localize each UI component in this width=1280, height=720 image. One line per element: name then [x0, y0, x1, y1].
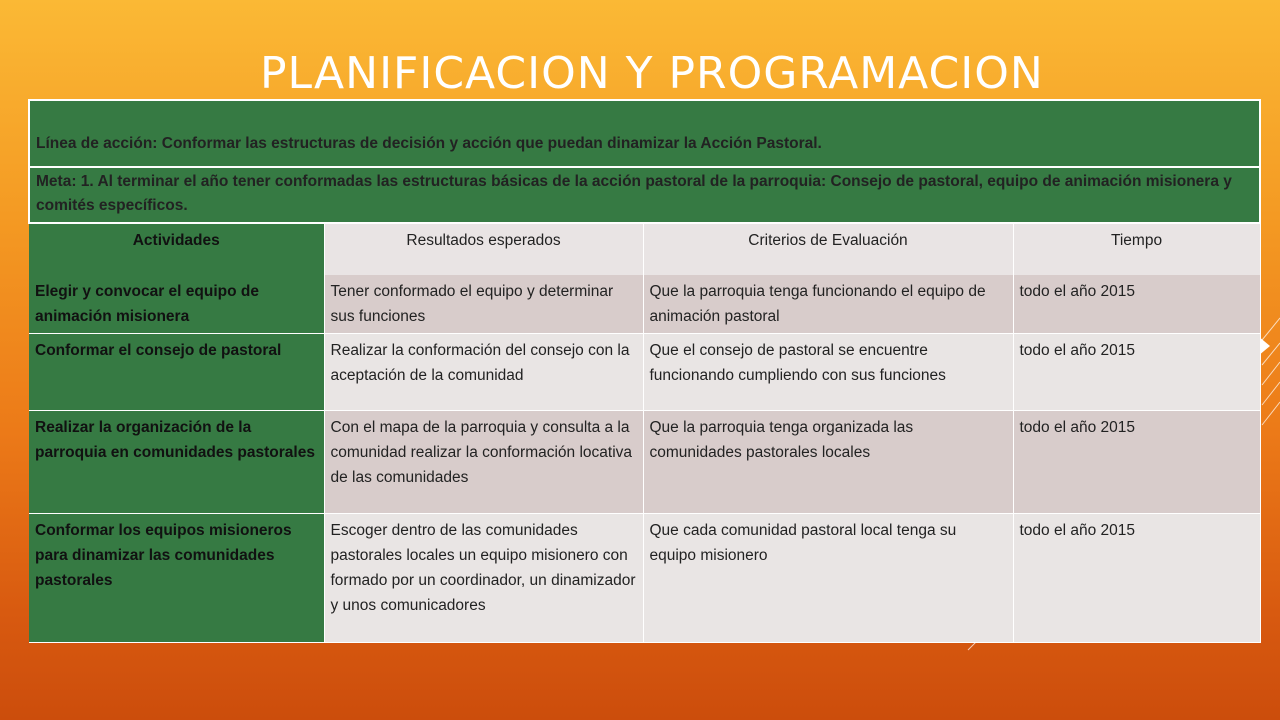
actividad-cell: Elegir y convocar el equipo de animación misionera: [29, 275, 324, 334]
resultado-cell: Escoger dentro de las comunidades pastorales locales un equipo misionero con formado por un coordinador, un dinamizador y unos comunicadores: [324, 514, 643, 643]
tiempo-cell: todo el año 2015: [1013, 411, 1260, 514]
slide-title: PLANIFICACION Y PROGRAMACION: [260, 48, 1044, 99]
resultado-cell: Con el mapa de la parroquia y consulta a la comunidad realizar la conformación locativa de las comunidades: [324, 411, 643, 514]
resultado-cell: Realizar la conformación del consejo con la aceptación de la comunidad: [324, 334, 643, 411]
resultado-cell: Tener conformado el equipo y determinar sus funciones: [324, 275, 643, 334]
table-row: [29, 411, 1260, 514]
criterio-cell: Que la parroquia tenga funcionando el equipo de animación pastoral: [643, 275, 1013, 334]
table-row: [29, 514, 1260, 643]
actividad-cell: Realizar la organización de la parroquia en comunidades pastorales: [29, 411, 324, 514]
actividad-cell: Conformar los equipos misioneros para dinamizar las comunidades pastorales: [29, 514, 324, 643]
meta: Meta: 1. Al terminar el año tener conformadas las estructuras básicas de la acción pastoral de la parroquia: Consejo de pastoral, equipo de animación misionera y comités específicos.: [29, 167, 1260, 223]
criterio-cell: Que cada comunidad pastoral local tenga su equipo misionero: [643, 514, 1013, 643]
tiempo-cell: todo el año 2015: [1013, 334, 1260, 411]
planning-table: [28, 99, 1261, 643]
table-row: [29, 275, 1260, 334]
header-criterios: Criterios de Evaluación: [643, 223, 1013, 275]
header-resultados: Resultados esperados: [324, 223, 643, 275]
criterio-cell: Que el consejo de pastoral se encuentre funcionando cumpliendo con sus funciones: [643, 334, 1013, 411]
linea-de-accion: Línea de acción: Conformar las estructuras de decisión y acción que puedan dinamizar la Acción Pastoral.: [29, 100, 1260, 167]
table-row: [29, 334, 1260, 411]
header-tiempo: Tiempo: [1013, 223, 1260, 275]
criterio-cell: Que la parroquia tenga organizada las comunidades pastorales locales: [643, 411, 1013, 514]
tiempo-cell: todo el año 2015: [1013, 275, 1260, 334]
header-actividades: Actividades: [29, 223, 324, 275]
actividad-cell: Conformar el consejo de pastoral: [29, 334, 324, 411]
tiempo-cell: todo el año 2015: [1013, 514, 1260, 643]
